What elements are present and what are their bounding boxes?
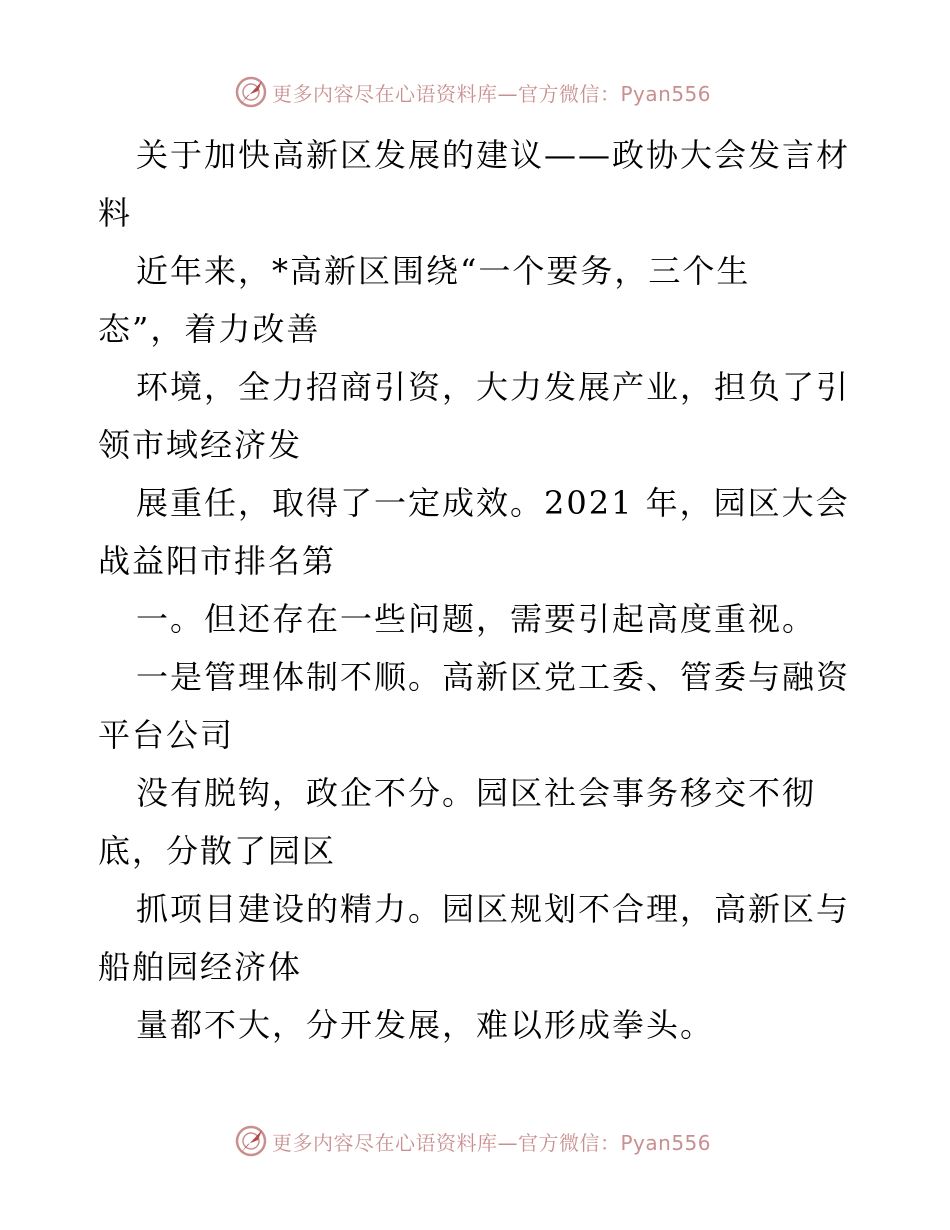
text-line: 抓项目建设的精力。园区规划不合理，高新区与 [136,890,851,928]
text-line: 关于加快高新区发展的建议——政协大会发言材 [136,136,851,174]
text-line: 平台公司 [98,716,235,754]
text-line: 领市域经济发 [98,426,303,464]
watermark-text: 更多内容尽在心语资料库—官方微信：Pyan556 [272,81,712,106]
text-line: 战益阳市排名第 [98,542,337,580]
text-line: 一。但还存在一些问题，需要引起高度重视。 [136,600,817,638]
document-body [98,126,850,1054]
watermark-text: 更多内容尽在心语资料库—官方微信：Pyan556 [272,1130,712,1155]
text-line: 一是管理体制不顺。高新区党工委、管委与融资 [136,658,851,696]
text-line: 船舶园经济体 [98,948,303,986]
text-line: 料 [98,194,133,232]
text-line: 量都不大，分开发展，难以形成拳头。 [136,1006,715,1044]
header-watermark [234,72,754,112]
text-line: 环境，全力招商引资，大力发展产业，担负了引 [136,368,851,406]
quill-logo-icon [234,1124,268,1158]
text-line: 底，分散了园区 [98,832,337,870]
text-line: 展重任，取得了一定成效。2021 年，园区大会 [136,484,850,522]
footer-watermark [234,1121,754,1161]
text-line: 近年来，*高新区围绕“一个要务，三个生 [136,252,751,290]
text-line: 没有脱钩，政企不分。园区社会事务移交不彻 [136,774,817,812]
text-line: 态”，着力改善 [98,310,321,348]
quill-logo-icon [234,75,268,109]
